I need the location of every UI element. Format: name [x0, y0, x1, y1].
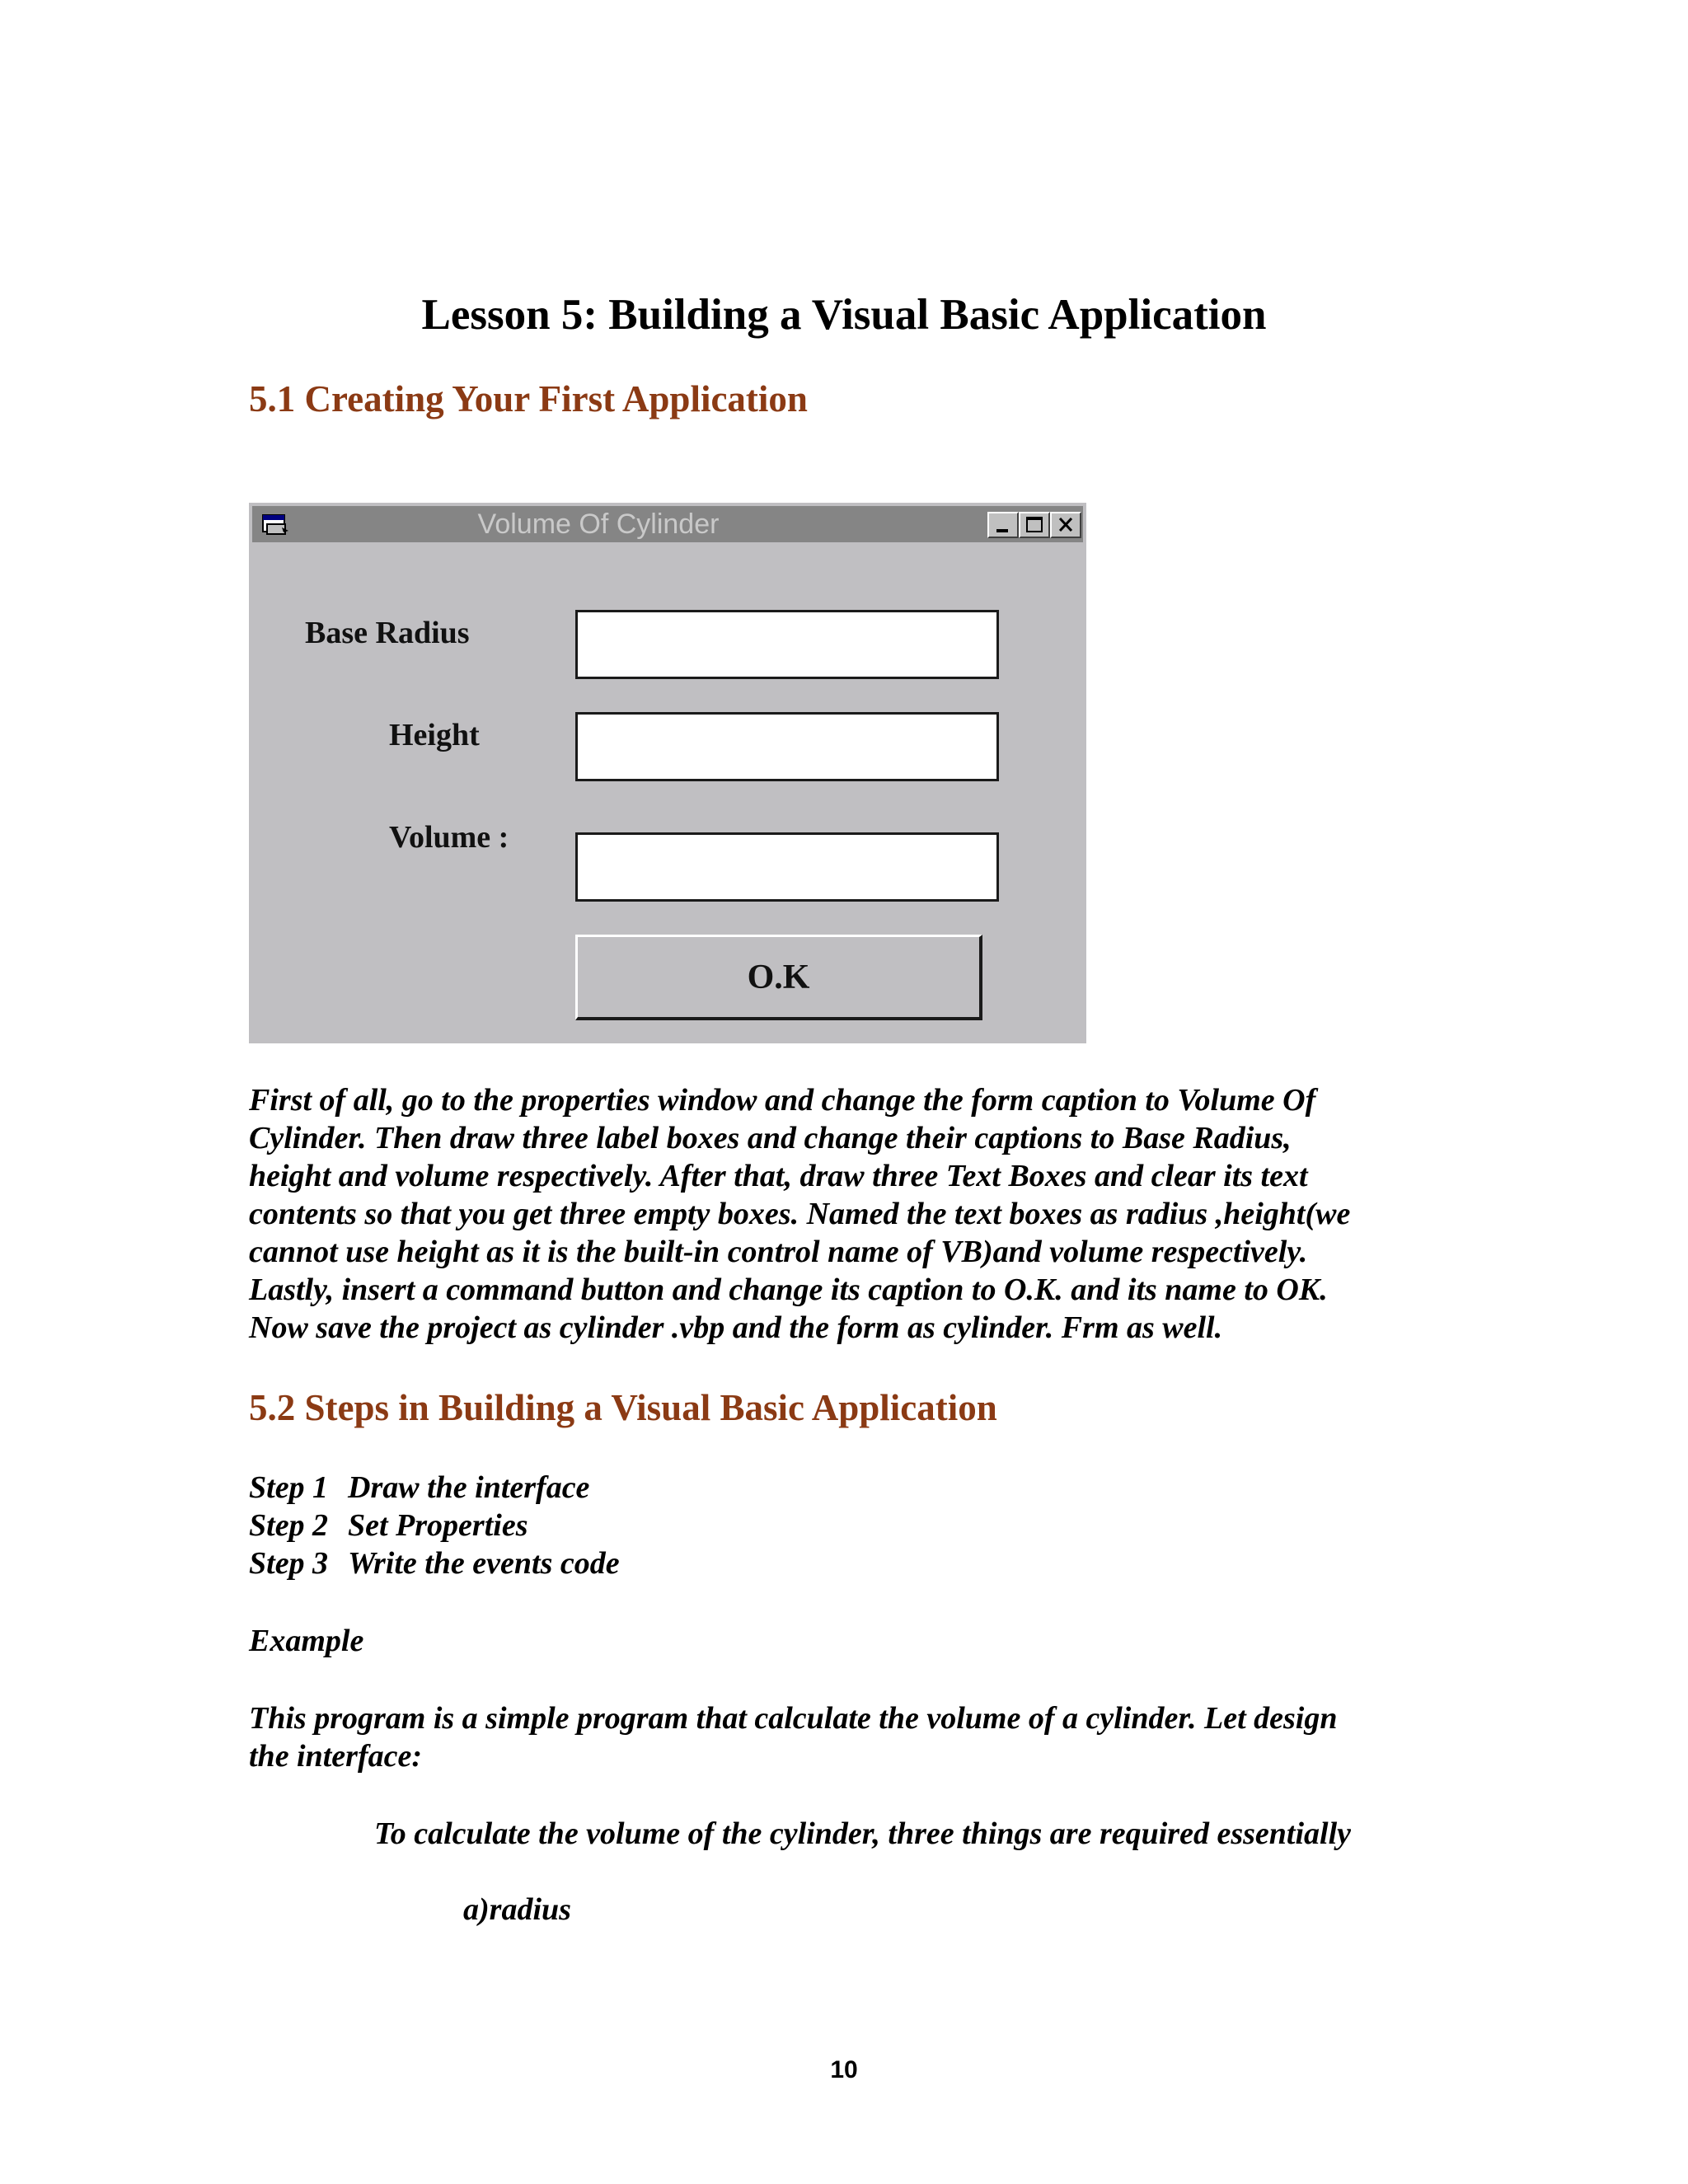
- height-label: Height: [389, 718, 480, 752]
- step-text: Draw the interface: [348, 1470, 590, 1505]
- paragraph-line: height and volume respectively. After that, draw three Text Boxes and clear its text: [249, 1159, 1308, 1193]
- maximize-icon: [1020, 513, 1048, 537]
- radius-input[interactable]: [575, 610, 999, 679]
- height-input[interactable]: [575, 712, 999, 781]
- steps-list: [249, 1469, 620, 1582]
- paragraph-line: contents so that you get three empty boxes. Named the text boxes as radius ,height(we: [249, 1197, 1351, 1231]
- page-number: 10: [830, 2056, 858, 2083]
- paragraph-line: First of all, go to the properties window and change the form caption to Volume Of: [249, 1083, 1316, 1118]
- requirement-text: To calculate the volume of the cylinder, three things are required essentially: [374, 1816, 1351, 1851]
- section-heading-steps: 5.2 Steps in Building a Visual Basic Application: [249, 1387, 997, 1428]
- step-number: Step 2: [249, 1508, 329, 1543]
- paragraph-line: cannot use height as it is the built-in control name of VB)and volume respectively.: [249, 1235, 1308, 1269]
- paragraph-line: This program is a simple program that calculate the volume of a cylinder. Let design: [249, 1701, 1338, 1736]
- paragraph-line: the interface:: [249, 1739, 423, 1774]
- vb-form-titlebar[interactable]: [252, 506, 1083, 542]
- section-heading-creating-first-application: 5.1 Creating Your First Application: [249, 378, 808, 419]
- paragraph-line: Cylinder. Then draw three label boxes and change their captions to Base Radius,: [249, 1121, 1292, 1155]
- vb-form-window: [249, 503, 1086, 1043]
- section-1-paragraph: [249, 1081, 1444, 1347]
- paragraph-line: Now save the project as cylinder .vbp and the form as cylinder. Frm as well.: [249, 1310, 1223, 1345]
- step-text: Write the events code: [348, 1546, 620, 1581]
- example-paragraph: [249, 1699, 1444, 1775]
- close-icon: [1052, 513, 1080, 537]
- step-item: [249, 1544, 620, 1582]
- close-button[interactable]: [1050, 512, 1081, 538]
- minimize-icon: [989, 513, 1017, 537]
- requirement-item-radius: a)radius: [463, 1892, 571, 1927]
- ok-button[interactable]: O.K: [575, 935, 982, 1020]
- step-number: Step 3: [249, 1546, 329, 1581]
- step-number: Step 1: [249, 1470, 329, 1505]
- step-text: Set Properties: [348, 1508, 528, 1543]
- example-label: Example: [249, 1624, 364, 1658]
- volume-input[interactable]: [575, 832, 999, 902]
- step-item: [249, 1469, 620, 1507]
- paragraph-line: Lastly, insert a command button and change its caption to O.K. and its name to OK.: [249, 1272, 1328, 1307]
- page-title: Lesson 5: Building a Visual Basic Application: [421, 291, 1267, 339]
- step-item: [249, 1507, 620, 1544]
- base-radius-label: Base Radius: [305, 616, 470, 650]
- vb-form-title: Volume Of Cylinder: [477, 509, 720, 540]
- volume-label: Volume :: [389, 820, 509, 855]
- minimize-button[interactable]: [987, 512, 1019, 538]
- maximize-button[interactable]: [1019, 512, 1050, 538]
